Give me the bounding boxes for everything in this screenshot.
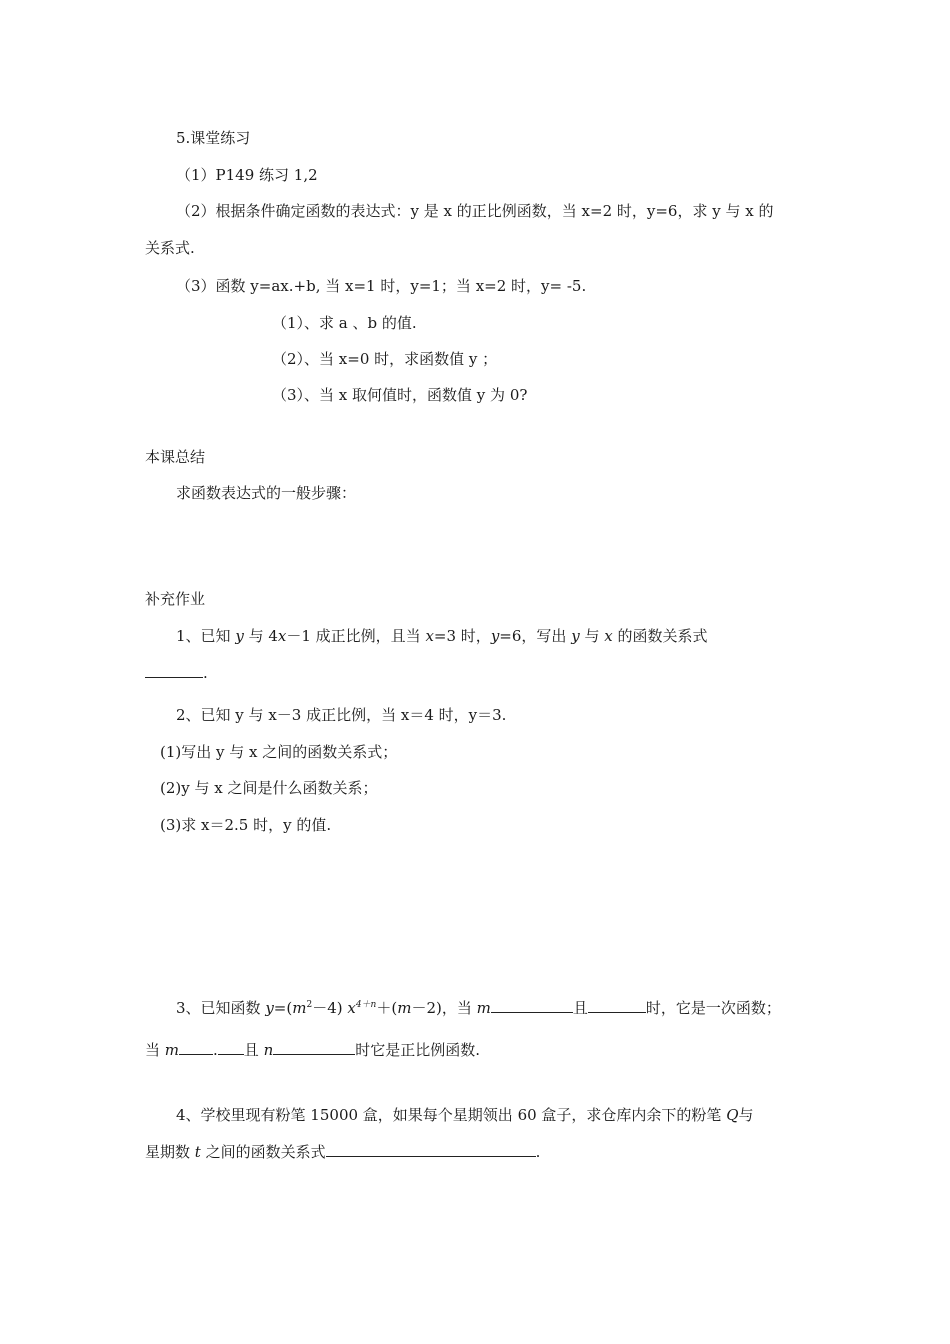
- homework-q1-line-2: .: [145, 663, 208, 683]
- homework-q1-line-1: 1、已知 y 与 4x－1 成正比例，且当 x=3 时，y=6，写出 y 与 x 的函数关系式: [176, 627, 708, 645]
- homework-q3-line-1: 3、已知函数 $y=(m^2-4)$ $x^{4+n}+(m-2)$，当 m 且 时，它是一次函数；: [176, 999, 781, 1017]
- exercise-3-part-1: （1）、求 a 、b 的值.: [272, 314, 417, 332]
- answer-blank[interactable]: [273, 1040, 355, 1055]
- section-title-practice: 5.课堂练习: [176, 129, 251, 147]
- answer-blank[interactable]: [326, 1142, 536, 1157]
- exercise-3-part-3: （3）、当 x 取何值时，函数值 y 为 0?: [272, 386, 528, 404]
- exercise-3: （3）函数 y=ax.+b, 当 x=1 时，y=1；当 x=2 时，y= -5.: [176, 277, 587, 295]
- answer-blank[interactable]: [145, 663, 203, 678]
- answer-blank[interactable]: [588, 998, 646, 1013]
- answer-blank[interactable]: [491, 998, 573, 1013]
- homework-q2-part-1: (1)写出 y 与 x 之间的函数关系式；: [160, 743, 398, 761]
- homework-q2-part-3: (3)求 x＝2.5 时，y 的值.: [160, 816, 332, 834]
- exercise-2-line-1: （2）根据条件确定函数的表达式：y 是 x 的正比例函数，当 x=2 时，y=6，求 y 与 x 的: [176, 202, 774, 220]
- homework-q2: 2、已知 y 与 x－3 成正比例，当 x＝4 时，y＝3.: [176, 706, 507, 724]
- answer-blank[interactable]: [179, 1040, 213, 1055]
- exercise-1: （1）P149 练习 1,2: [176, 166, 318, 184]
- section-title-homework: 补充作业: [145, 590, 206, 608]
- exercise-2-line-2: 关系式.: [145, 239, 195, 257]
- answer-blank[interactable]: [218, 1040, 244, 1055]
- homework-q4-line-1: 4、学校里现有粉笔 15000 盒，如果每个星期领出 60 盒子，求仓库内余下的粉笔 Q与: [176, 1106, 754, 1124]
- homework-q4-line-2: 星期数 t 之间的函数关系式 .: [145, 1143, 541, 1161]
- summary-steps: 求函数表达式的一般步骤：: [176, 484, 357, 502]
- homework-q3-line-2: 当 m . 且 n 时它是正比例函数.: [145, 1041, 481, 1059]
- homework-q2-part-2: (2)y 与 x 之间是什么函数关系；: [160, 779, 378, 797]
- exercise-3-part-2: （2）、当 x=0 时，求函数值 y ；: [272, 350, 498, 368]
- section-title-summary: 本课总结: [145, 448, 206, 466]
